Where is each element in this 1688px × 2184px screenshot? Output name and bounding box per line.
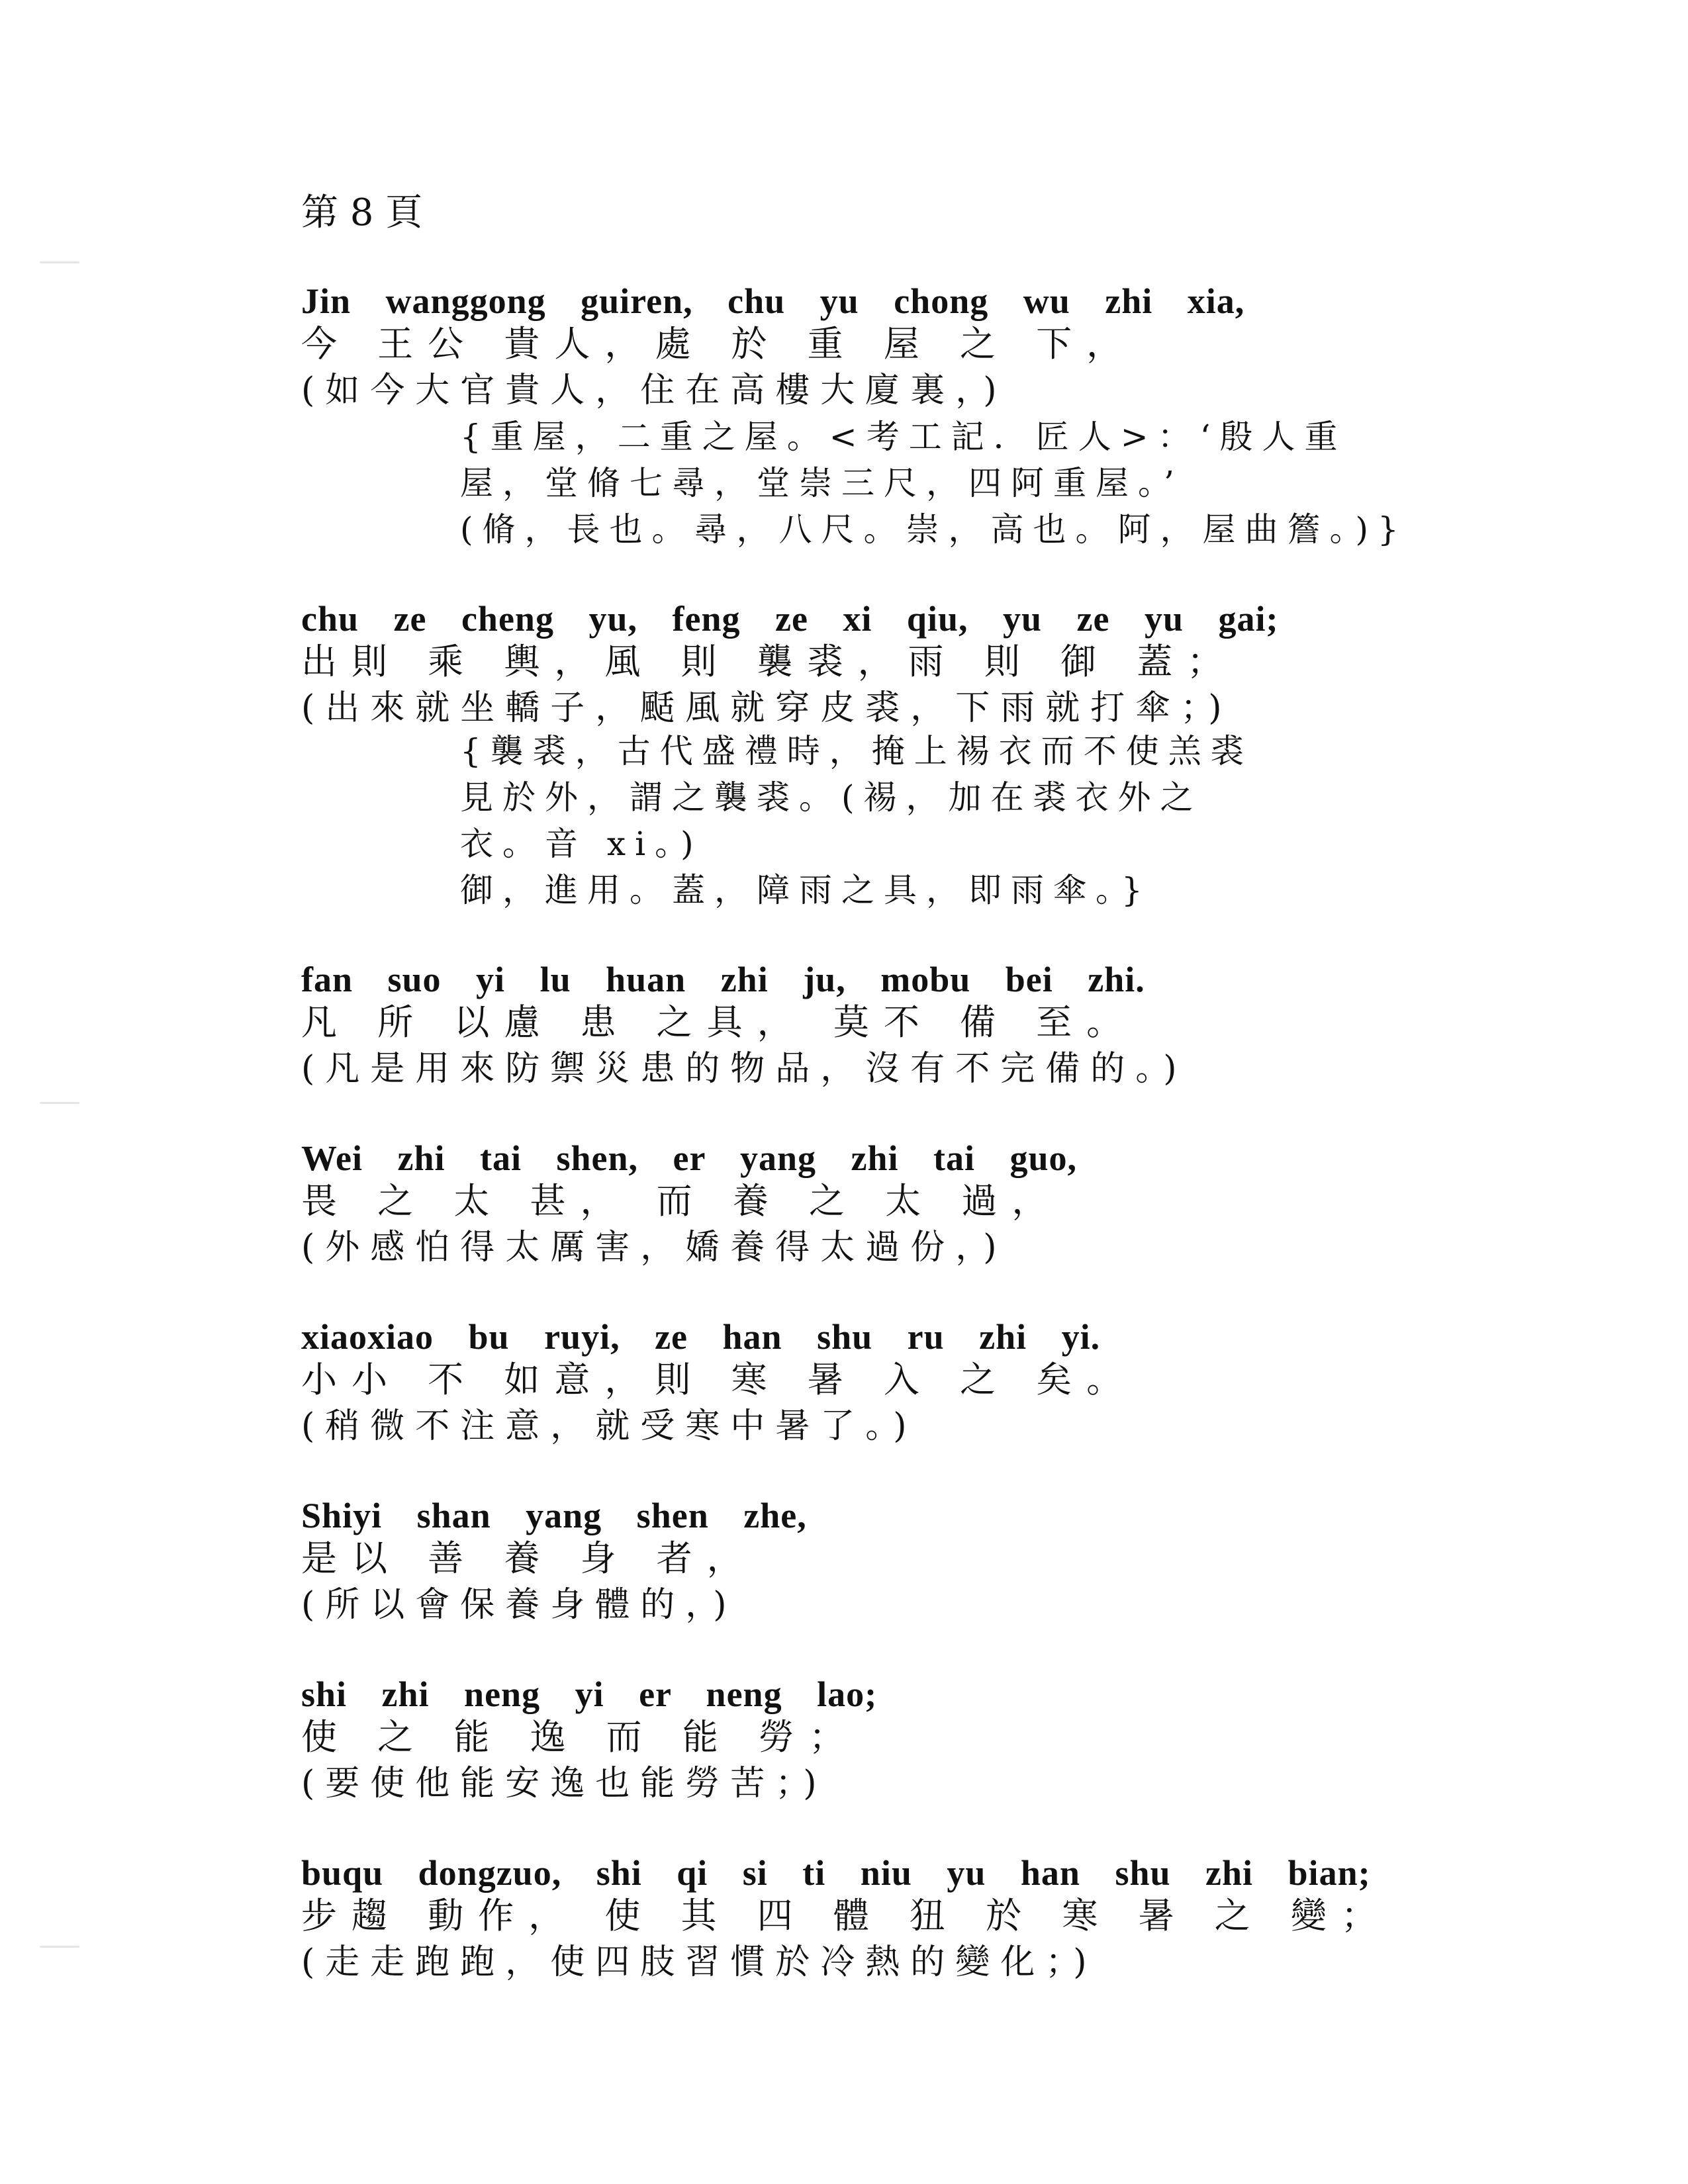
classical-text-line: 出則 乘 輿，風 則 襲裘，雨 則 御 蓋； bbox=[301, 641, 1238, 682]
classical-text-line: 使 之 能 逸 而 能 勞； bbox=[301, 1716, 859, 1758]
pinyin-line: shi zhi neng yi er neng lao; bbox=[301, 1674, 878, 1714]
scan-edge-mark bbox=[40, 261, 79, 263]
pinyin-line: fan suo yi lu huan zhi ju, mobu bei zhi. bbox=[301, 960, 1145, 999]
annotation-line: (脩，長也。尋，八尺。崇，高也。阿，屋曲簷。)} bbox=[460, 510, 1408, 549]
annotation-line: 衣。音 xi。) bbox=[460, 825, 703, 863]
pinyin-line: Jin wanggong guiren, chu yu chong wu zhi xia, bbox=[301, 281, 1245, 321]
scan-edge-mark bbox=[40, 1946, 79, 1948]
scan-edge-mark bbox=[40, 1102, 79, 1104]
page-number: 第 8 頁 bbox=[301, 191, 423, 234]
translation-line: (如今大官貴人，住在高樓大廈裏，) bbox=[301, 371, 1008, 410]
pinyin-line: xiaoxiao bu ruyi, ze han shu ru zhi yi. bbox=[301, 1317, 1101, 1357]
translation-line: (所以會保養身體的，) bbox=[301, 1585, 737, 1625]
classical-text-line: 步趨 動作， 使 其 四 體 狃 於 寒 暑 之 變； bbox=[301, 1895, 1391, 1936]
classical-text-line: 是以 善 養 身 者， bbox=[301, 1537, 757, 1579]
pinyin-line: chu ze cheng yu, feng ze xi qiu, yu ze yu gai; bbox=[301, 599, 1279, 639]
translation-line: (出來就坐轎子，颳風就穿皮裘，下雨就打傘；) bbox=[301, 688, 1233, 728]
classical-text-line: 小小 不 如意，則 寒 暑 入 之 矣。 bbox=[301, 1359, 1137, 1400]
translation-line: (要使他能安逸也能勞苦；) bbox=[301, 1764, 827, 1803]
annotation-line: 屋，堂脩七尋，堂崇三尺，四阿重屋。’ bbox=[460, 464, 1184, 502]
pinyin-line: Shiyi shan yang shen zhe, bbox=[301, 1496, 807, 1535]
translation-line: (走走跑跑，使四肢習慣於冷熱的變化；) bbox=[301, 1942, 1098, 1982]
annotation-line: 見於外，謂之襲裘。(裼，加在裘衣外之 bbox=[460, 778, 1203, 817]
classical-text-line: 今 王公 貴人，處 於 重 屋 之 下， bbox=[301, 323, 1137, 365]
translation-line: (外感怕得太厲害，嬌養得太過份，) bbox=[301, 1228, 1008, 1267]
translation-line: (稍微不注意，就受寒中暑了。) bbox=[301, 1406, 917, 1446]
pinyin-line: Wei zhi tai shen, er yang zhi tai guo, bbox=[301, 1138, 1078, 1178]
classical-text-line: 畏 之 太 甚， 而 養 之 太 過， bbox=[301, 1180, 1062, 1222]
classical-text-line: 凡 所 以慮 患 之具， 莫不 備 至。 bbox=[301, 1001, 1137, 1043]
annotation-line: {重屋，二重之屋。<考工記．匠人>：‘殷人重 bbox=[460, 418, 1347, 456]
pinyin-line: buqu dongzuo, shi qi si ti niu yu han shu zhi bian; bbox=[301, 1853, 1371, 1893]
annotation-line: {襲裘，古代盛禮時，掩上裼衣而不使羔裘 bbox=[460, 732, 1253, 770]
annotation-line: 御，進用。蓋，障雨之具，即雨傘。} bbox=[460, 871, 1152, 909]
translation-line: (凡是用來防禦災患的物品，沒有不完備的。) bbox=[301, 1049, 1188, 1089]
